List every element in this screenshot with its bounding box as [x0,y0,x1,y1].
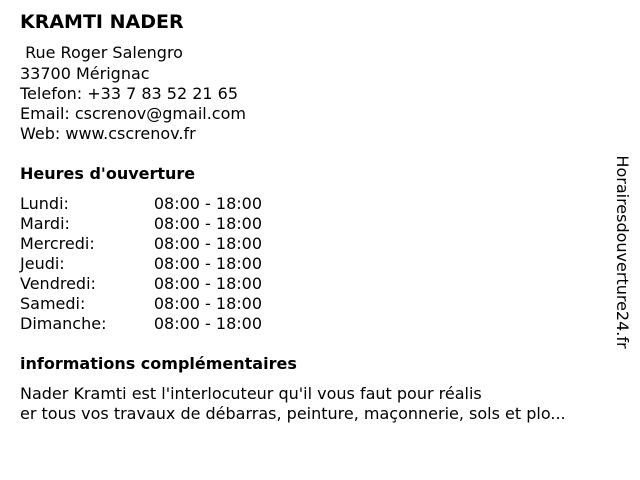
day-label: Vendredi: [20,274,96,293]
business-name: KRAMTI NADER [20,11,184,33]
email-line: Email: cscrenov@gmail.com [20,104,246,123]
time-range: 08:00 - 18:00 [153,234,262,253]
day-label: Lundi: [20,194,69,213]
site-watermark: Horairesdouverture24.fr [613,155,632,349]
time-range: 08:00 - 18:00 [153,254,262,273]
time-range: 08:00 - 18:00 [153,214,262,233]
time-range: 08:00 - 18:00 [153,294,262,313]
hours-row-wednesday [20,234,280,254]
additional-info-heading: informations complémentaires [20,354,297,373]
day-label: Jeudi: [20,254,65,273]
day-label: Samedi: [20,294,86,313]
hours-row-monday [20,194,280,214]
description-line-1: Nader Kramti est l'interlocuteur qu'il vous faut pour réalis [20,384,482,403]
phone-line: Telefon: +33 7 83 52 21 65 [20,84,239,103]
day-label: Mardi: [20,214,70,233]
day-label: Mercredi: [20,234,95,253]
hours-row-sunday [20,314,280,334]
hours-row-thursday [20,254,280,274]
description-line-2: er tous vos travaux de débarras, peinture, maçonnerie, sols et plo... [20,404,566,423]
hours-row-friday [20,274,280,294]
time-range: 08:00 - 18:00 [153,274,262,293]
hours-row-saturday [20,294,280,314]
address-street: Rue Roger Salengro [20,43,183,62]
address-city: 33700 Mérignac [20,64,150,83]
time-range: 08:00 - 18:00 [153,194,262,213]
day-label: Dimanche: [20,314,107,333]
hours-row-tuesday [20,214,280,234]
web-line: Web: www.cscrenov.fr [20,124,196,143]
opening-hours-heading: Heures d'ouverture [20,164,196,183]
time-range: 08:00 - 18:00 [153,314,262,333]
